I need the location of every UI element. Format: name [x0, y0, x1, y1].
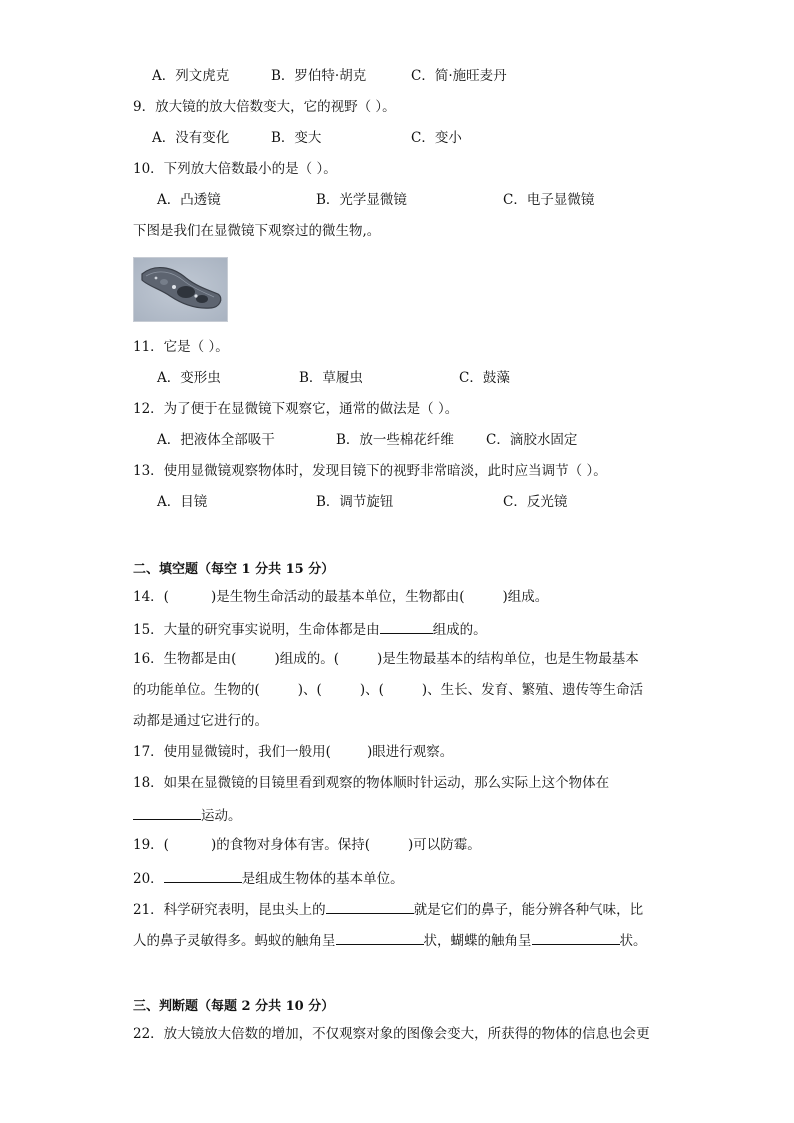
- q20-blank: [164, 868, 242, 883]
- q22-part-a: 22．放大镜放大倍数的增加，不仅观察对象的图像会变大，所获得的物体的信息也会更: [133, 1026, 650, 1042]
- q13-option-c: C．反光镜: [503, 494, 568, 510]
- q15-part-a: 15．大量的研究事实说明，生命体都是由: [133, 622, 380, 638]
- q16-part-c: )是生物最基本的结构单位，也是生物最基本: [377, 651, 639, 667]
- q16-part-b: )组成的。(: [274, 651, 339, 667]
- q21-part-c: 人的鼻子灵敏得多。蚂蚁的触角呈: [133, 933, 336, 949]
- q21-part-b: 就是它们的鼻子，能分辨各种气味，比: [413, 902, 644, 918]
- q20-part-a: 20．: [133, 871, 164, 887]
- q11-option-c: C．鼓藻: [459, 370, 510, 386]
- q16-line-1: [133, 650, 639, 668]
- q16-part-e: )、(: [297, 682, 322, 698]
- q21-part-d: 状，蝴蝶的触角呈: [423, 933, 532, 949]
- q15-blank: [380, 619, 433, 634]
- paramecium-micrograph-icon: [134, 258, 227, 321]
- q14: [133, 588, 548, 606]
- q16-part-a: 16．生物都是由(: [133, 651, 237, 667]
- q21-blank-3: [532, 930, 620, 945]
- q8-option-b: B．罗伯特·胡克: [271, 68, 367, 84]
- q20-part-b: 是组成生物体的基本单位。: [241, 871, 404, 887]
- q16-part-d: 的功能单位。生物的(: [133, 682, 260, 698]
- q8-option-a: A．列文虎克: [152, 68, 230, 84]
- q18-blank: [133, 805, 201, 820]
- q18-part-b: 运动。: [201, 808, 242, 824]
- q12-option-b: B．放一些棉花纤维: [336, 432, 454, 448]
- q9-option-a: A．没有变化: [152, 130, 230, 146]
- q19-part-c: )可以防霉。: [408, 837, 481, 853]
- paramecium-image: [133, 257, 228, 322]
- q18-part-a: 18．如果在显微镜的目镜里看到观察的物体顺时针运动，那么实际上这个物体在: [133, 775, 610, 791]
- q18-line-2: [133, 805, 242, 825]
- q19: [133, 836, 481, 854]
- q11-option-b: B．草履虫: [299, 370, 363, 386]
- q17-part-b: )眼进行观察。: [366, 744, 454, 760]
- q19-part-b: )的食物对身体有害。保持(: [210, 837, 370, 853]
- q11-stem: 11．它是（ ）。: [133, 339, 229, 355]
- q12-option-c: C．滴胶水固定: [486, 432, 578, 448]
- q16-part-f: )、(: [359, 682, 384, 698]
- q16-part-g: )、生长、发育、繁殖、遗传等生命活: [421, 682, 644, 698]
- q14-part-a: 14．(: [133, 589, 169, 605]
- q21-line-2: [133, 930, 647, 950]
- q8-option-c: C．简·施旺麦丹: [411, 68, 507, 84]
- q20: [133, 868, 404, 888]
- q9-option-b: B．变大: [271, 130, 322, 146]
- q13-stem: 13．使用显微镜观察物体时，发现目镜下的视野非常暗淡，此时应当调节（ ）。: [133, 463, 607, 479]
- q19-part-a: 19．(: [133, 837, 169, 853]
- q16-part-h: 动都是通过它进行的。: [133, 713, 268, 729]
- q17: [133, 743, 453, 761]
- q13-option-a: A．目镜: [157, 494, 208, 510]
- q15: [133, 619, 487, 639]
- q21-blank-1: [326, 899, 414, 914]
- q9-stem: 9．放大镜的放大倍数变大，它的视野（ ）。: [133, 99, 396, 115]
- image-intro: 下图是我们在显微镜下观察过的微生物,。: [133, 223, 381, 239]
- q10-option-a: A．凸透镜: [157, 192, 221, 208]
- q17-part-a: 17．使用显微镜时，我们一般用(: [133, 744, 331, 760]
- q12-stem: 12．为了便于在显微镜下观察它，通常的做法是（ ）。: [133, 401, 459, 417]
- q14-part-c: )组成。: [502, 589, 549, 605]
- q14-part-b: )是生物生命活动的最基本单位，生物都由(: [210, 589, 465, 605]
- q11-option-a: A．变形虫: [157, 370, 221, 386]
- q21-part-a: 21．科学研究表明，昆虫头上的: [133, 902, 326, 918]
- q12-option-a: A．把液体全部吸干: [157, 432, 275, 448]
- q21-part-e: 状。: [619, 933, 647, 949]
- section-3-heading: 三、判断题（每题 2 分共 10 分）: [133, 999, 335, 1014]
- q10-option-b: B．光学显微镜: [316, 192, 407, 208]
- q10-option-c: C．电子显微镜: [503, 192, 595, 208]
- q9-option-c: C．变小: [411, 130, 462, 146]
- q15-part-b: 组成的。: [432, 622, 487, 638]
- q21-line-1: [133, 899, 643, 919]
- q21-blank-2: [336, 930, 424, 945]
- q13-option-b: B．调节旋钮: [316, 494, 394, 510]
- q16-line-2: [133, 681, 643, 699]
- section-2-heading: 二、填空题（每空 1 分共 15 分）: [133, 562, 335, 577]
- q10-stem: 10．下列放大倍数最小的是（ ）。: [133, 161, 337, 177]
